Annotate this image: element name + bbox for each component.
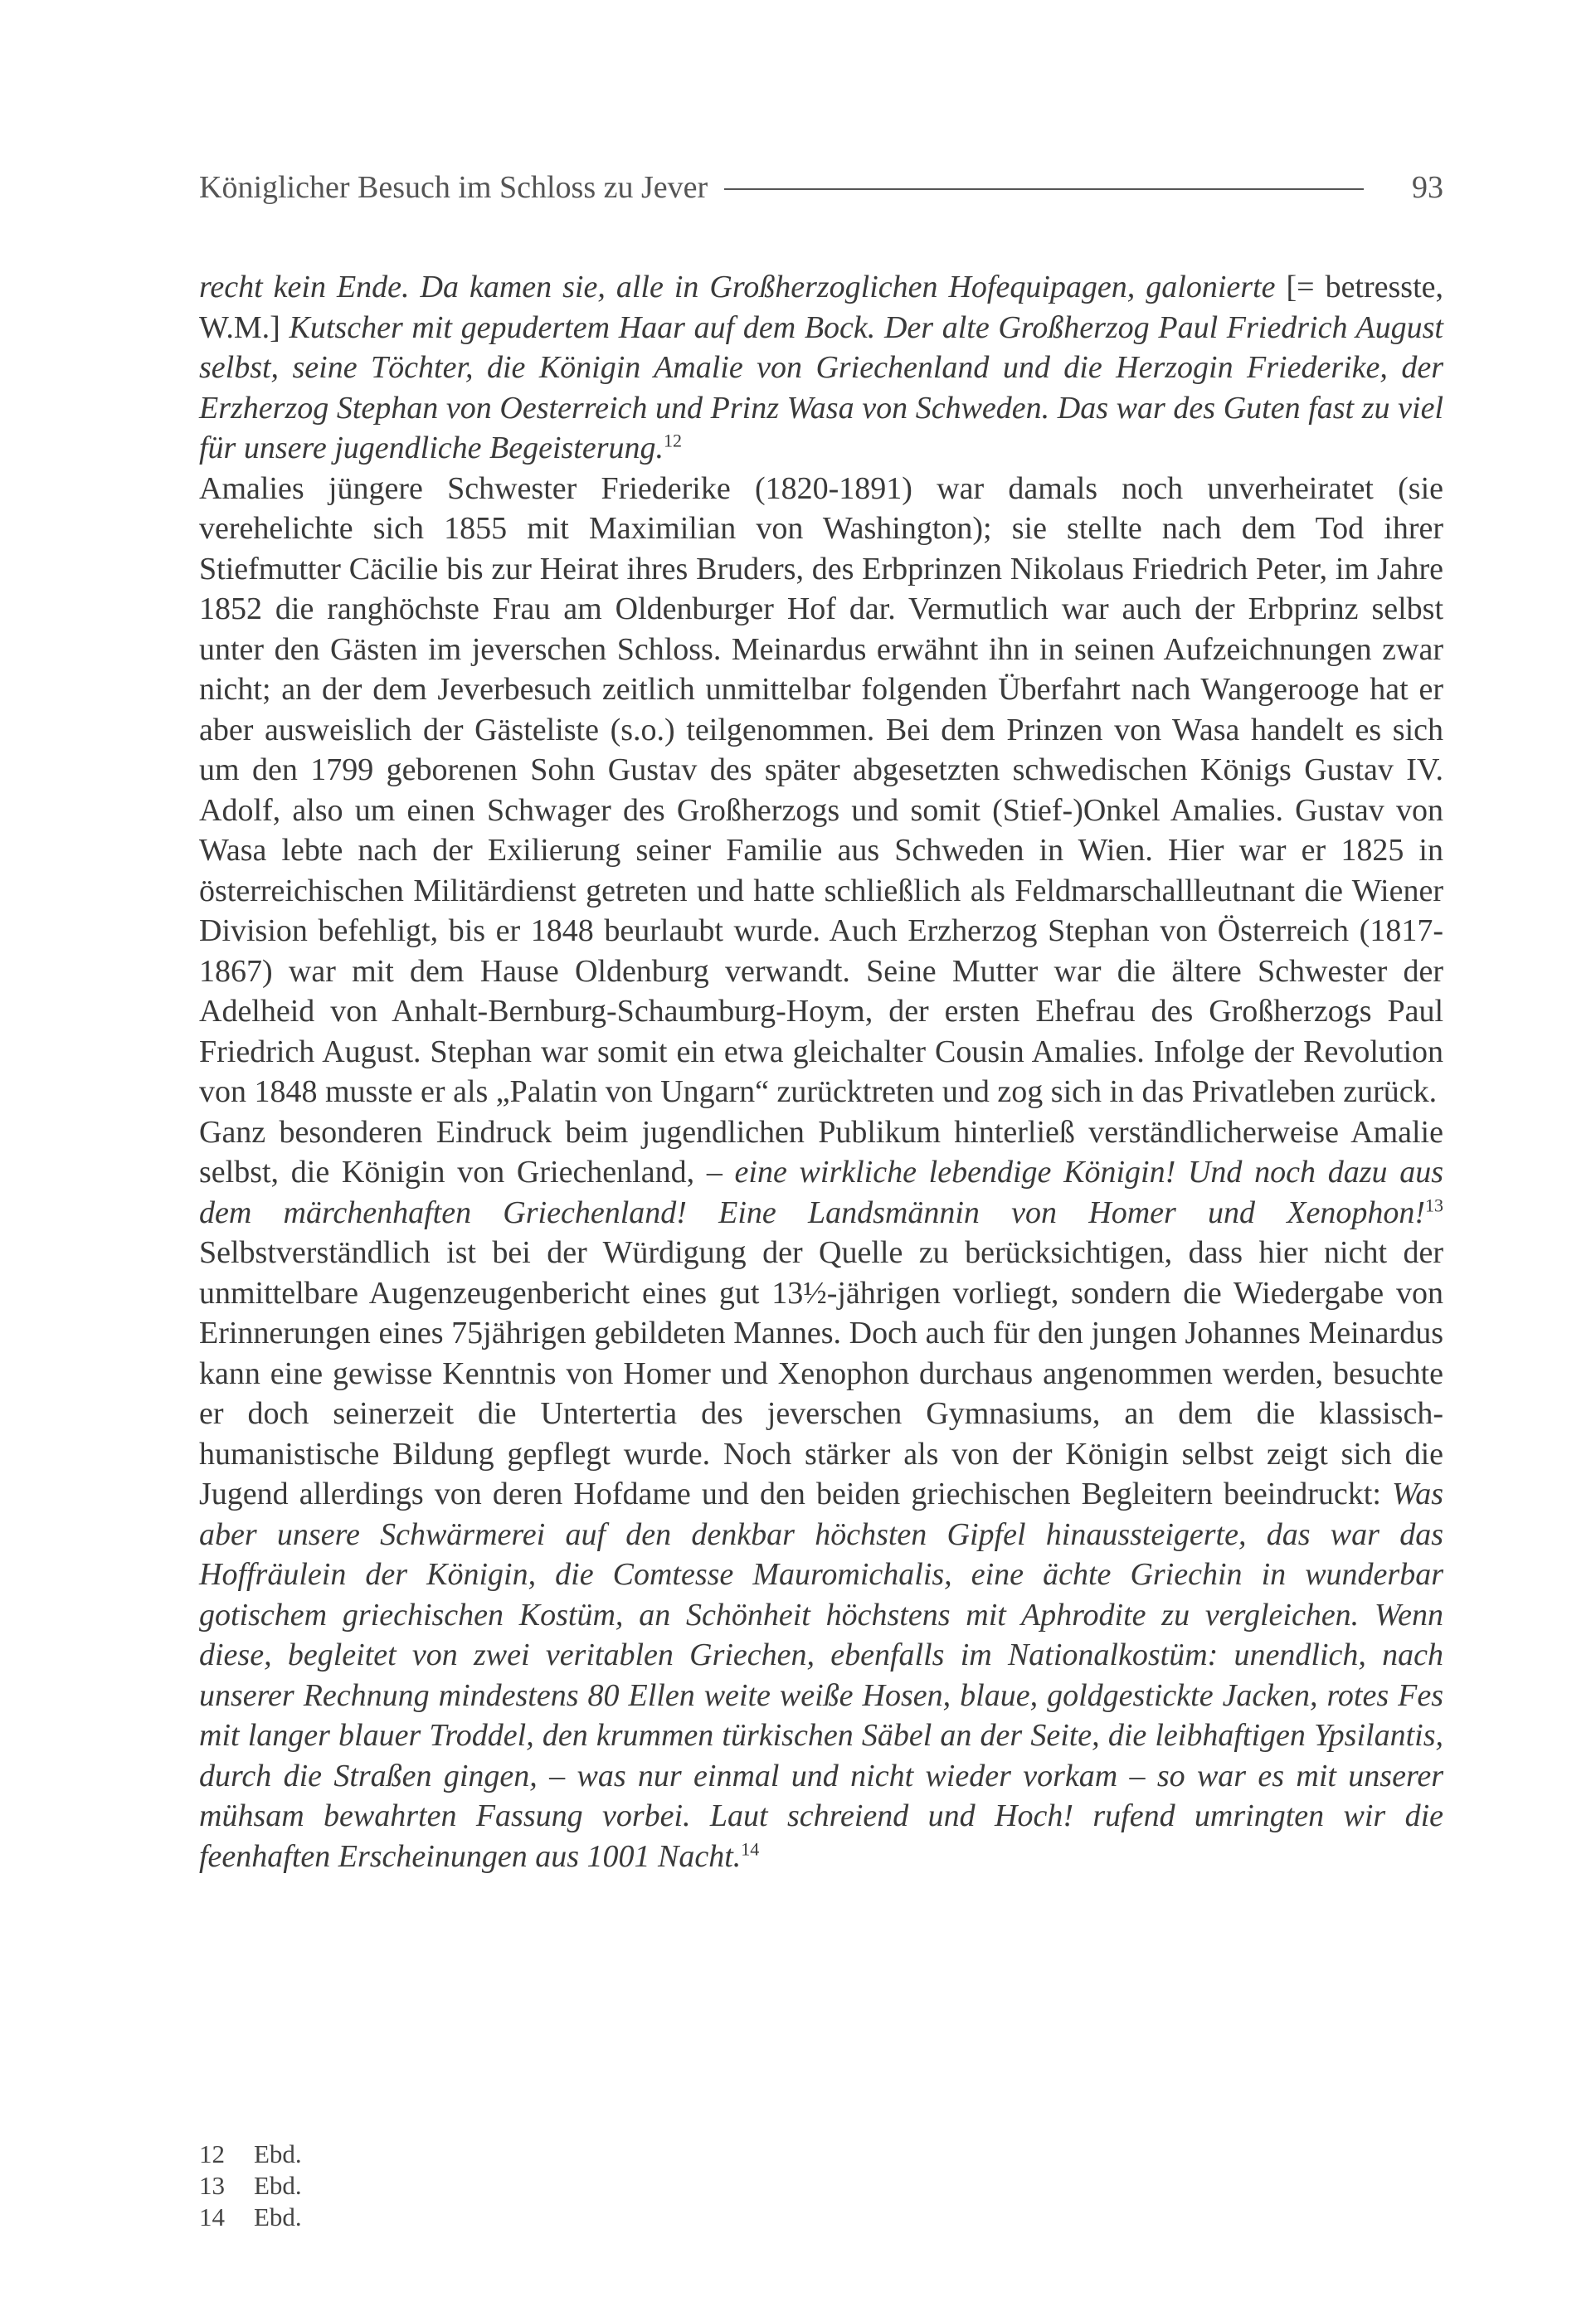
quote-text: recht kein Ende. Da kamen sie, alle in Großherzoglichen Hofequipagen, galonierte [199,270,1276,304]
paragraph-impression [199,1112,1443,1877]
footnote-number: 13 [199,2171,225,2200]
paragraph-text: Ganz besonderen Eindruck beim jugendlichen Publikum hinterließ verständlicherweise Amalie selbst, die Königin von Griechenland, – [199,1114,1443,1190]
paragraph-quote-continuation [199,267,1443,469]
footnote-ref[interactable]: 13 [1425,1194,1443,1215]
footnote-number: 14 [199,2202,225,2231]
footnote-ref[interactable]: 14 [741,1837,760,1859]
paragraph-text: Selbstverständlich ist bei der Würdigung der Quelle zu berücksichtigen, dass hier nicht der unmittelbare Augenzeugenbericht eines gut 13½-jährigen vorliegt, sondern die Wiedergabe von Erinnerungen eines 75jährigen gebildeten Mannes. Doch auch für den jungen Johannes Meinardus kann eine gewisse Kenntnis von Homer und Xenophon durchaus angenommen werden, besuchte er doch seinerzeit die Untertertia des jeverschen Gymnasiums, an dem die klassisch-humanistische Bildung gepflegt wurde. Noch stärker als von der Königin selbst zeigt sich die Jugend allerdings von deren Hofdame und den beiden griechischen Begleitern beeindruckt: [199,1235,1443,1511]
footnote [199,2170,697,2202]
footnote-text: Ebd. [254,2171,302,2200]
footnote [199,2202,697,2233]
running-header [199,163,1443,212]
footnotes [199,2139,697,2233]
footnote [199,2139,697,2170]
paragraph-friederike: Amalies jüngere Schwester Friederike (1820-1891) war damals noch unverheiratet (sie verehelichte sich 1855 mit Maximilian von Washington); sie stellte nach dem Tod ihrer Stiefmutter Cäcilie bis zur Heirat ihres Bruders, des Erbprinzen Nikolaus Friedrich Peter, im Jahre 1852 die ranghöchste Frau am Oldenburger Hof dar. Vermutlich war auch der Erbprinz selbst unter den Gästen im jeverschen Schloss. Meinardus erwähnt ihn in seinen Aufzeichnungen zwar nicht; an der dem Jeverbesuch zeitlich unmittelbar folgenden Überfahrt nach Wangerooge hat er aber ausweislich der Gästeliste (s.o.) teilgenommen. Bei dem Prinzen von Wasa handelt es sich um den 1799 geborenen Sohn Gustav des später abgesetzten schwedischen Königs Gustav IV. Adolf, also um einen Schwager des Großherzogs und somit (Stief-)Onkel Amalies. Gustav von Wasa lebte nach der Exilierung seiner Familie aus Schweden in Wien. Hier war er 1825 in österreichischen Militärdienst getreten und hatte schließlich als Feldmarschallleutnant die Wiener Division befehligt, bis er 1848 beurlaubt wurde. Auch Erzherzog Stephan von Österreich (1817-1867) war mit dem Hause Oldenburg verwandt. Seine Mutter war die ältere Schwester der Adelheid von Anhalt-Bernburg-Schaumburg-Hoym, der ersten Ehefrau des Großherzogs Paul Friedrich August. Stephan war somit ein etwa gleichalter Cousin Amalies. Infolge der Revolution von 1848 musste er als „Palatin von Ungarn“ zurücktreten und zog sich in das Privatleben zurück. [199,470,1443,1109]
footnote-text: Ebd. [254,2139,302,2168]
header-rule [724,188,1364,190]
quote-text: eine wirkliche lebendige Königin! Und noch dazu aus dem märchenhaften Griechenland! Eine Landsmännin von Homer und Xenophon! [199,1155,1443,1230]
footnote-ref[interactable]: 12 [664,430,683,451]
footnote-text: Ebd. [254,2202,302,2231]
quote-text: Was aber unsere Schwärmerei auf den denkbar höchsten Gipfel hinaussteigerte, das war das Hoffräulein der Königin, die Comtesse Mauromichalis, eine ächte Griechin in wunderbar gotischem griechischen Kostüm, an Schönheit höchstens mit Aphrodite zu vergleichen. Wenn diese, begleitet von zwei veritablen Griechen, ebenfalls im Nationalkostüm: unendlich, nach unserer Rechnung mindestens 80 Ellen weite weiße Hosen, blaue, goldgestickte Jacken, rotes Fes mit langer blauer Troddel, den krummen türkischen Säbel an der Seite, die leibhaftigen Ypsilantis, durch die Straßen gingen, – was nur einmal und nicht wieder vorkam – so war es mit unserer mühsam bewahrten Fassung vorbei. Laut schreiend und Hoch! rufend umringten wir die feenhaften Erscheinungen aus 1001 Nacht. [199,1477,1443,1874]
page-number: 93 [1412,170,1443,205]
running-title: Königlicher Besuch im Schloss zu Jever [199,170,708,205]
editor-insertion: [= betresste, W.M.] [199,270,1444,345]
quote-text: Kutscher mit gepudertem Haar auf dem Bock. Der alte Großherzog Paul Friedrich August selbst, seine Töchter, die Königin Amalie von Griechenland und die Herzogin Friederike, der Erzherzog Stephan von Oesterreich und Prinz Wasa von Schweden. Das war des Guten fast zu viel für unsere jugendliche Begeisterung. [199,309,1443,465]
body-text [199,267,1443,1876]
footnote-number: 12 [199,2139,225,2168]
